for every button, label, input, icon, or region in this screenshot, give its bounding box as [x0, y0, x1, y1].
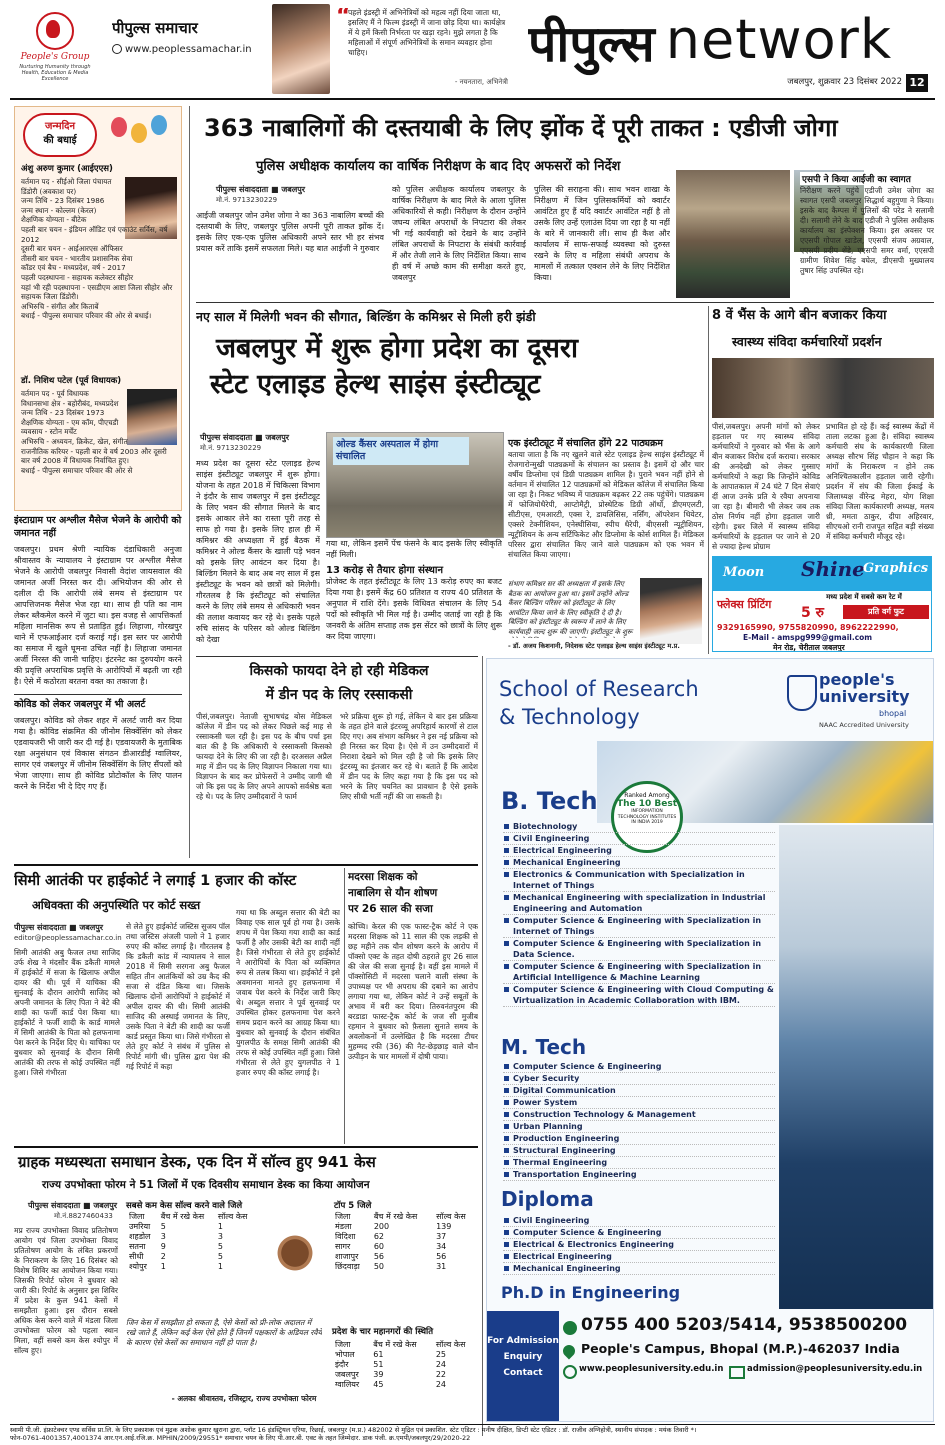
- story-institute-box-body: बताया जाता है कि नए खुलने वाले स्टेट एलाइड हेल्थ साइंस इंस्टीट्यूट में रोजगारोन्मुखी पाठ्यक्रमों के संचालन का प्रस्ताव है। इसमें दो और चार वर्षीय डिप्लोमा एवं डिग्री पाठ्यक्रम शामिल है। पुराने भवन नहीं होने से वर्तमान में संचालित 12 पाठ्यक्रमों को मेडिकल कॉलेज में संचालित किया जा रहा है। निकट भविष्य में पाठ्यक्रम बढ़कर 22 तक पहुंचेंगे। पाठ्यक्रम में फोजियोथैरेपी, आप्टोमैट्री, प्रोस्थेटिक डिग्री ऑर्थो, डीएमएलटी, सीटीएस, एमआरटी, एक्स रे, डायलिसिस, नर्सिंग, ऑपरेशन थियेटर, एक्सरे टेक्नीशियन, एनेस्थीसिया, स्पीच थैरेपी, बीएससी न्यूट्रीशियन, न्यूट्रीशियन के अन्य सर्टिफिकेट और डिप्लोमा के कोर्स शामिल हैं। मेडिकल परिसर द्वारा संचालित किए जाने वाले पाठ्यक्रम को एक भवन में संचालित किया जाएगा।: [508, 450, 704, 559]
- person1-detail: पहली बार चयन - इंडियन ऑडिट एवं एकाउंट सर्विस, वर्ष 2012: [21, 224, 168, 244]
- table-metro-cities: [332, 1340, 478, 1390]
- ad-brand-moon: Moon: [723, 565, 765, 580]
- table-top-districts: [332, 1212, 478, 1272]
- story-simi-byline: पीपुल्स संवाददाता ■ जबलपुर: [14, 923, 104, 932]
- story-instagram-body: जबलपुर। प्रथम श्रेणी न्यायिक दंडाधिकारी अनुजा श्रीवास्तव के न्यायालय ने इंस्टाग्राम पर अश्लील मैसेज भेजने के आरोपी जबलपुर निवासी वेदांश जायसवाल की जमानत अर्जी निरस्त कर दी। अभियोजन की ओर से दलील दी कि आरोपी लंबे समय से इंस्टाग्राम पर आपत्तिजनक मैसेज भेज रहा था। साथ ही पति का नाम लेकर ब्लैकमेल करने में जुटा था। इस वजह से आपत्तिकर्ता महिला मानसिक रूप से प्रताड़ित हुई। लिहाजा, गोरखपुर थाने में एफआईआर दर्ज कराई गई। इस स्तर पर आरोपी का समाज में खुले घूमना उचित नहीं है। लिहाजा जमानत अर्जी निरस्त की जानी चाहिए। इंटरनेट का दुरुपयोग करने की प्रवृत्ति अपराधिक प्रवृत्ति के आरोपियों में बढ़ती जा रही है। ऐसे में कठोरता बरतना वक्त का तकाजा है।: [14, 545, 182, 686]
- uni-badge-line2: The 10 Best: [616, 799, 678, 809]
- table-row: छिंदवाड़ा 50 31: [335, 1262, 447, 1271]
- person2-detail: वर्तमान पद - पूर्व विधायक: [21, 389, 89, 398]
- diploma-item: Electrical & Electronics Engineering: [503, 1239, 775, 1251]
- director-photo: [640, 578, 702, 644]
- group-name: People's Group: [20, 52, 90, 62]
- table-header-row: जिला बैंच में रखे केस सॉल्व केस: [335, 1212, 466, 1221]
- person2-detail: विधानसभा क्षेत्र - बहोरीबंद, मध्यप्रदेश: [21, 398, 119, 408]
- ad-phones: 9329165990, 9755820990, 8962222990,: [717, 623, 899, 632]
- story-institute-kicker: नए साल में मिलेगी भवन की सौगात, बिल्डिंग के कमिश्नर से मिली हरी झंडी: [196, 309, 536, 324]
- diploma-title: Diploma: [501, 1187, 594, 1211]
- story-teacher-headline-1: मदरसा शिक्षक को: [348, 871, 418, 883]
- actress-photo: [272, 4, 330, 94]
- story-institute-body: मध्य प्रदेश का दूसरा स्टेट एलाइड हेल्थ साइंस इंस्टीट्यूट जबलपुर में शुरू होगा। योजना के तहत 2018 में चिकित्सा विभाग ने इंदौर के साथ जबलपुर में इस इंस्टीट्यूट के लिए भवन की सौगात मिलने के बाद इसके आकार लेने का रास्ता पूरी तरह से साफ हो गया है। इसके लिए हाल ही में कमिश्नर की अध्यक्षता में हुई बैठक में कमिश्नर ने ओल्ड कैंसर के खाली पड़े भवन को इसके लिए आवंटन कर दिया है। बिल्डिंग मिलने के बाद अब नए साल में इस इंस्टीट्यूट के भवन को छात्रों को मिलेगी। गौरतलब है कि इंस्टीट्यूट को संचालित करने के लिए लंबे समय से अधिकारी भवन की तलाश कवायद कर रहे थे। इसके पहले रुचि सांसद के परिसर को ओल्ड बिल्डिंग को देखा: [196, 459, 320, 644]
- table-header-row: जिला बैंच में रखे केस सॉल्व केस: [129, 1212, 248, 1221]
- title-english: network: [665, 8, 893, 71]
- quote-box: [336, 8, 508, 96]
- birthday-header-line2: की बधाई: [43, 135, 77, 146]
- story-teacher-body: कोच्चि। केरल की एक फास्ट-ट्रैक कोर्ट ने एक मदरसा शिक्षक को 11 साल की एक लड़की से छह महीने तक यौन शोषण करने के आरोप में पॉक्सो एक्ट के तहत दोषी ठहराते हुए 26 साल की जेल की सजा सुनाई है। वहीं इस मामले में पॉक्सोसिटी में मदरसा चलाने वाली संस्था के उपाध्यक्ष पर भी अपराध की दबाने का आरोप लगाया गया था, लेकिन कोर्ट ने उन्हें सबूतों के अभाव में बरी कर दिया। तिरुवनंतपुरम की बरडाडा फास्ट-ट्रैक कोर्ट के जज सी मुजीब रहमान ने बुधवार को फ़ैसला सुनाते समय के अवलोकनों में उल्लेखित है कि मदरसा टीचर मुहम्मद रफी (36) की नैट-छेड़छाड़ वाले यौन उत्पीड़न के चार मामलों में दोषी पाया।: [348, 922, 478, 1061]
- btech-item: Electrical Engineering: [503, 845, 775, 857]
- person1-detail: जन्म स्थान - कोल्लम (केरल): [21, 205, 97, 215]
- story-dean-col1: पीसं,जबलपुर। नेताजी सुभाषचंद्र बोस मेडिकल कॉलेज में डीन पद को लेकर पिछले कई माह से रस्साकसी चल रही है। इस पद के बीच पर्चा इस बात की है कि अधिकारी ये रस्साकसी किसको फायदा देने के लिए की जा रही है। दरअसल अप्रैल माह में डीन पद के लिए विज्ञापन निकाला गया था। विज्ञापन के बाद कर प्रोफेसरों ने उम्मीद जागी थी जो कि इस पद के लिए अपने आपको सर्वश्रेष्ठ बता रहे थे। पद के लिए उम्मीदवारों ने फार्म: [196, 712, 332, 801]
- table2-title: टॉप 5 जिले: [334, 1201, 372, 1211]
- story-adg-sidebar-body: निरीक्षण करने पहुंचे एडीजी उमेश जोगा का स्वागत एसपी जबलपुर सिद्धार्थ बहुगुणा ने किया। इसके बाद कैम्पस में पुलिसों की परेड ने सलामी दी। सलामी लेने के बाद एडीजी ने पुलिस अधीक्षक कार्यालय का इंस्पेक्शन किया। इस अवसर पर एएसपी गोपाल खाडेल, एएसपी संजय अग्रवाल, एएसपी प्रदीप शेंडे, एएसपी समर वर्मा, एएसपी ग्रामीण शिवेश सिंह बघेल, डीएसपी मुख्यालय तुषार सिंह उपस्थित रहे।: [800, 186, 934, 275]
- birthday-header: [23, 113, 97, 157]
- quote-author: - नयनतारा, अभिनेत्री: [454, 78, 508, 86]
- person1-detail: शैक्षणिक योग्यता - बीटेक: [21, 215, 87, 225]
- story-covid: [14, 698, 182, 856]
- footer-line2: फोन-0761-4001357,4001374 आर.एन.आई.रजि.क्र. MPHIN/2009/29551* समाचार चयन के लिए पी.आर.बी. एक्ट के तहत जिम्मेदार. डाक पंजी. क्र.एमपी/जबलपुर/29/2020-22: [10, 1434, 471, 1442]
- ad-brand-shine: Shine: [801, 557, 865, 581]
- person1-detail: अभिरुचि - संगीत और किताबें: [21, 301, 99, 311]
- peoples-group-emblem: [36, 12, 74, 50]
- mtech-item: Structural Engineering: [503, 1145, 775, 1157]
- story-instagram: [14, 514, 182, 694]
- mtech-item: Power System: [503, 1097, 775, 1109]
- footer-line1: स्वामी पी.जी. इंफ्राटेक्चर एण्ड सर्विस प्रा.लि. के लिए प्रकाशक एवं मुद्रक अशोक कुमार खुराना द्वारा, प्लॉट 16 इंडस्ट्रियल एरिया, रिछाई, जबलपुर (म.प्र.) 482002 से मुद्रित एवं प्रकाशित. स्टेट एडिटर : मनीष दीक्षित, डिप्टी स्टेट एडिटर : डॉ. राजीव अग्निहोत्री, स्थानीय संपादक : मयंक तिवारी *।: [10, 1426, 697, 1434]
- balloons-icon: [105, 115, 175, 157]
- website-link[interactable]: www.peoplessamachar.in: [112, 44, 272, 55]
- person2-details: [21, 389, 177, 507]
- story-consumer-headline: ग्राहक मध्यस्थता समाधान डेस्क, एक दिन में सॉल्व हुए 941 केस: [18, 1153, 376, 1171]
- masthead: [0, 0, 945, 100]
- mtech-item: Construction Technology & Management: [503, 1109, 775, 1121]
- person2-detail: शैक्षणिक योग्यता - एम कॉम, पीएचडी: [21, 417, 119, 427]
- story-dean: [196, 658, 478, 858]
- story-adg-col3: पुलिस की सराहना की। साथ भवन शाखा के निरीक्षण में जिन पुलिसकर्मियों को क्वार्टर आवंटित हुए हैं यदि क्वार्टर आवंटित नहीं है तो उसके लिए उन्हें एलाउंस दिया जा रहा है या नहीं के बारे में जानकारी ली। साथ ही कैश और कार्यालय में साफ-सफाई व्यवस्था को दुरुस्त रखने के लिए व महिला संबंधी अपराध के मामलों में तत्काल एक्शन लेने के लिए निर्देशित किया।: [534, 185, 670, 282]
- story-protest-photo: [712, 358, 934, 418]
- story-institute-byline: पीपुल्स संवाददाता ■ जबलपुर: [200, 433, 290, 442]
- mail-icon: [729, 1366, 745, 1379]
- story-simi-col2: से लेते हुए हाईकोर्ट जस्टिस सुजय पॉल तथा जस्टिस अंजली पालो ने 1 हजार रुपए की कॉस्ट लगाई है। गौरतलब है कि डकैती कांड में न्यायालय ने साल 2018 में सिमी सरगना अबु फैजल सहित तीन आतंकियों को उम्र कैद की सजा से दंडित किया था। जिसके खिलाफ दोनों आरोपियों ने हाईकोर्ट में अपील दायर की थी। सिमी आतंकी साजिद की अस्थाई जमानत के लिए, उसके पिता ने बेटी की शादी का फर्जी कार्ड प्रस्तुत किया था। जिसे गंभीरता से लेते हुए कोर्ट ने संबंध में पुलिस से रिपोर्ट मांगी थी। पुलिस द्वारा पेश की गई रिपोर्ट में कहा: [126, 922, 230, 1071]
- mtech-item: Transportation Engineering: [503, 1169, 775, 1181]
- masthead-rule: [10, 98, 935, 100]
- ad-service: फ्लेक्स प्रिंटिंग: [717, 598, 772, 611]
- person1-details: [21, 177, 177, 372]
- table-row: उमरिया 5 1: [129, 1222, 223, 1231]
- btech-item: Computer Science & Engineering with Specialization in Artificial Intelligence & Machine Learning: [503, 961, 775, 984]
- story-simi: [14, 868, 340, 1144]
- table-row: मंडला 200 139: [335, 1222, 452, 1231]
- column-rule: [344, 868, 345, 1144]
- table-row: शाजापुर 56 56: [335, 1252, 447, 1261]
- story-teacher-headline-2: नाबालिग से यौन शोषण: [348, 887, 438, 899]
- web-icon: [563, 1365, 577, 1379]
- uni-address: People's Campus, Bhopal (M.P.)-462037 India: [581, 1341, 900, 1356]
- story-dean-headline-2: में डीन पद के लिए रस्साकसी: [265, 687, 413, 703]
- ad-brand-graphics: Graphics: [863, 561, 929, 576]
- uni-badge-line1: Ranked Among: [624, 792, 670, 799]
- story-institute-subbody: प्रोजेक्ट के तहत इंस्टीट्यूट के लिए 13 करोड़ रुपए का बजट दिया गया है। इसमें केंद्र 60 प्रतिशत व राज्य 40 प्रतिशत के अनुपात में राशि देंगे। इसके विधिवत संचालन के लिए 54 पदों को स्वीकृति भी मिल गई है। उम्मीद जताई जा रही है कि जनवरी के अंतिम सप्ताह तक इस सेंटर को छात्रों के लिए शुरू कर दिया जाएगा।: [326, 577, 502, 641]
- story-consumer-mobile: मो.नं.8827460433: [54, 1212, 113, 1220]
- story-adg-sidebar-headline: एसपी ने किया आईजी का स्वागत: [800, 172, 934, 185]
- location-icon: [561, 1343, 578, 1360]
- divider: [14, 694, 182, 695]
- diploma-list: [503, 1215, 775, 1275]
- ad-rate: 5 रु: [801, 605, 824, 621]
- table-row: जबलपुर 39 22: [335, 1370, 447, 1379]
- mtech-item: Production Engineering: [503, 1133, 775, 1145]
- table-row: श्योपुर 1 1: [129, 1262, 223, 1271]
- story-simi-col3: गया था कि अब्दुल सत्तार की बेटी का विवाह एक साल पूर्व हो गया है। उसके शपथ में पेश किया गया शादी का कार्ड फर्जी है और उसकी बेटी का शादी नहीं है। जिसे गंभीरता से लेते हुए हाईकोर्ट ने आरोपियों के पिता को व्यक्तिगत रूप से तलब किया था। हाईकोर्ट ने इसे अवमानना मानते हुए हलफनामा में जवाब पेश करने के निर्देश जारी किए थे। अब्दुल सत्तार ने पूर्व सुनवाई पर उपस्थित होकर हलफनामा पेश करने समय प्रदान करने का आग्रह किया था। बुधवार को सुनवाई के दौरान संबंधित युगलपीठ के समक्ष सिमी आतंकी की तरफ से कोई उपस्थित नहीं हुआ। जिसे गंभीरता से लेते हुए युगलपीठ ने 1 हजार रुपए की कॉस्ट लगाई है।: [236, 908, 340, 1077]
- footer: [10, 1426, 935, 1444]
- table1-title: सबसे कम केस सॉल्व करने वाले जिले: [126, 1201, 243, 1211]
- divider: [14, 864, 478, 866]
- person1-name: अंशु अरुण कुमार (आईएएस): [21, 164, 113, 174]
- birthday-header-line1: जन्मदिन: [44, 121, 76, 132]
- btech-item: Computer Science & Engineering with Specialization in Internet of Things: [503, 915, 775, 938]
- table-row: भोपाल 61 25: [335, 1350, 447, 1359]
- story-covid-headline: कोविड को लेकर जबलपुर में भी अलर्ट: [14, 699, 146, 710]
- story-adg-photo: [676, 170, 790, 298]
- story-simi-email[interactable]: editor@peoplessamachar.co.in: [14, 934, 122, 942]
- uni-email[interactable]: admission@peoplesuniversity.edu.in: [747, 1364, 923, 1374]
- mtech-item: Digital Communication: [503, 1085, 775, 1097]
- story-institute: [196, 306, 704, 654]
- person2-detail: बधाई - पीपुल्स समाचार परिवार की ओर से: [21, 465, 133, 475]
- footer-rule: [10, 1424, 935, 1425]
- page-number: 12: [906, 74, 928, 92]
- ad-address: मेन रोड, चेरीताल जबलपुर: [773, 643, 845, 652]
- table-row: शहडोल 3 3: [129, 1232, 223, 1241]
- story-institute-quote: संभाग कमिश्नर सर की अध्यक्षता में इसके लिए बैठक का आयोजन हुआ था। इसमें उन्होंने ओल्ड कैंसर बिल्डिंग परिसर को इंस्टीट्यूट के लिए आवंटित किया जाने के लिए स्वीकृति दे दी है। बिल्डिंग को इंस्टीट्यूट के स्वरूप में लाने के लिए कार्यवाही जल्द शुरू की जाएगी। इंस्टीट्यूट के शुरू: [508, 580, 633, 636]
- story-consumer-body: मप्र राज्य उपभोक्ता विवाद प्रतितोषण आयोग एवं जिला उपभोक्ता विवाद प्रतितोषण आयोग के लंबित प्रकरणों के निराकरण के लिए 16 दिसंबर को विशेष शिविर का आयोजन किया गया। जिसकी रिपोर्ट फोरम ने बुधवार को जारी की। रिपोर्ट के अनुसार इस शिविर में प्रदेश के कुल 941 केसों में समझौता हुआ। इस दौरान सबसे अधिक केस करने वाले में मंडला जिला उपभोक्ता फोरम को पहला स्थान मिला, वहीं सबसे कम केस श्योपुर में सॉल्व हुए।: [14, 1226, 118, 1355]
- story-adg-subheadline: पुलिस अधीक्षक कार्यालय का वार्षिक निरीक्षण के बाद दिए अफसरों को निर्देश: [256, 159, 621, 174]
- uni-crest-icon: [787, 675, 817, 711]
- network-title: [528, 8, 938, 78]
- person1-detail: वर्तमान पद - सीईओ जिला पंचायत डिंडोरी (अवकाश पर): [21, 177, 112, 196]
- person2-name: डॉ. निशिथ पटेल (पूर्व विधायक): [21, 376, 122, 386]
- ad-email: E-Mail - amspg999@gmail.com: [743, 633, 873, 642]
- story-simi-subheadline: अधिवक्ता की अनुपस्थिति पर कोर्ट सख्त: [32, 898, 201, 912]
- mtech-list: [503, 1061, 775, 1181]
- story-institute-headline-1: जबलपुर में शुरू होगा प्रदेश का दूसरा: [216, 333, 578, 364]
- story-adg-byline: पीपुल्स संवाददाता ■ जबलपुर: [216, 185, 306, 194]
- uni-logo: [787, 669, 933, 739]
- mtech-item: Computer Science & Engineering: [503, 1061, 775, 1073]
- story-adg: [196, 106, 934, 302]
- person1-detail: पहली पदस्थापना - सहायक कलेक्टर सीहोर: [21, 272, 134, 282]
- table-row: विदिशा 62 37: [335, 1232, 447, 1241]
- phd-title: Ph.D in Engineering: [501, 1283, 681, 1302]
- enquiry-label: For Admission Enquiry Contact: [487, 1311, 559, 1421]
- person2-detail: जन्म तिथि - 23 दिसंबर 1973: [21, 408, 105, 418]
- btech-item: Mechanical Engineering: [503, 857, 775, 869]
- story-protest: [712, 306, 934, 554]
- uni-school-line1: School of Research: [499, 677, 699, 701]
- diploma-item: Computer Science & Engineering: [503, 1227, 775, 1239]
- gavel-image: [264, 1220, 326, 1280]
- birthday-box: [14, 106, 182, 511]
- story-dean-headline-1: किसको फायदा देने हो रही मेडिकल: [249, 663, 429, 679]
- globe-icon: [112, 44, 122, 54]
- story-simi-col1: सिमी आतंकी अबु फैजल तथा साजिद उर्फ शेख ने मंदसौर बैंक डकैती मामले में हाईकोर्ट में सजा के खिलाफ अपील दायर की थी। पूर्व में याचिका की सुनवाई के दौरान आरोपी साजिद को अपनी जमानत के लिए पिता ने बेटे की शादी का फर्जी कार्ड पेश किया था। हाईकोर्ट ने फर्जी शादी के कार्ड मामले में सिमी आतंकी के पिता को हलफनामा पेश करने के निर्देश दिए थे। याचिका पर बुधवार को सुनवाई के दौरान सिमी आतंकी की तरफ से कोई उपस्थित नहीं हुआ। जिसे गंभीरता: [14, 948, 120, 1077]
- ad-university[interactable]: [486, 658, 934, 1422]
- diploma-item: Civil Engineering: [503, 1215, 775, 1227]
- ad-rate-unit: प्रति वर्ग फुट: [843, 605, 929, 619]
- quote-mark-icon: “: [336, 8, 351, 29]
- story-institute-subheadline: 13 करोड़ से तैयार होगा संस्थान: [326, 565, 444, 576]
- uni-phone[interactable]: 0755 400 5203/5414, 9538500200: [581, 1315, 908, 1335]
- table-header-row: जिला बैंच में रखे केस सॉल्व केस: [335, 1340, 466, 1349]
- mtech-item: Cyber Security: [503, 1073, 775, 1085]
- consumer-quote-author: - अलका श्रीवास्तव, रजिस्ट्रार, राज्य उपभोक्ता फोरम: [171, 1394, 317, 1403]
- story-adg-col1: आईजी जबलपुर जोन उमेश जोगा ने का 363 नाबालिग बच्चों की दस्तयाबी के लिए, जबलपुर पुलिस अपनी पूरी ताकत झोंक दें। इसके लिए एक-एक पुलिस अधिकारी अपने स्तर भी हर संभव प्रयास करें ताकि इसमें सफलता मिले। यह बात आईजी ने गुरुवार: [196, 211, 384, 253]
- divider: [196, 656, 478, 657]
- person1-detail: दूसरी बार चयन - आईआरएस ऑफिसर: [21, 244, 123, 254]
- person1-detail: जन्म तिथि - 23 दिसंबर 1986: [21, 196, 105, 206]
- story-teacher-headline-3: पर 26 साल की सजा: [348, 903, 433, 915]
- peoples-group-logo: [10, 12, 100, 92]
- story-adg-headline: 363 नाबालिगों की दस्तयाबी के लिए झोंक दें पूरी ताकत : एडीजी जोगा: [204, 114, 838, 142]
- diploma-item: Mechanical Engineering: [503, 1263, 775, 1275]
- person2-detail: अभिरुचि - अध्ययन, क्रिकेट, खेल, संगीत: [21, 436, 128, 446]
- mtech-title: M. Tech: [501, 1035, 587, 1059]
- btech-item: Electronics & Communication with Specialization in Internet of Things: [503, 869, 775, 892]
- btech-item: Mechanical Engineering with specialization in Industrial Engineering and Automation: [503, 892, 775, 915]
- uni-web[interactable]: www.peoplesuniversity.edu.in: [579, 1364, 724, 1374]
- ad-moon-shine[interactable]: [712, 556, 932, 652]
- title-hindi: पीपुल्स: [528, 15, 655, 73]
- story-institute-box-headline: एक इंस्टीट्यूट में संचालित होंगे 22 पाठ्यक्रम: [508, 438, 663, 449]
- btech-item: Computer Science & Engineering with Cloud Computing & Virtualization in Academic Collaboration with IBM.: [503, 984, 775, 1007]
- phone-icon: [563, 1321, 577, 1335]
- person2-detail: राजनीतिक करियर - पहली बार वे वर्ष 2003 और दूसरी बार वर्ष 2008 में विधायक निर्वाचित हुए।: [21, 446, 167, 466]
- person2-detail: व्यवसाय - स्टोन मर्चेंट: [21, 427, 77, 437]
- btech-item: Computer Science & Engineering with Specialization in Data Science.: [503, 938, 775, 961]
- story-instagram-headline: इंस्टाग्राम पर अश्लील मैसेज भेजने के आरोपी को जमानत नहीं: [14, 515, 182, 539]
- table-row: इंदौर 51 24: [335, 1360, 447, 1369]
- dateline: जबलपुर, शुक्रवार 23 दिसंबर 2022: [787, 77, 902, 87]
- uni-side-image: [779, 825, 934, 1309]
- table-lowest-districts: [126, 1212, 256, 1272]
- paper-name: पीपुल्स समाचार: [112, 19, 198, 37]
- person1-detail: यहां भी रही पदस्थापना - एसडीएम आष्टा जिला सीहोर और सहायक जिला डिंडोरी।: [21, 282, 173, 302]
- ad-tagline: मध्य प्रदेश में सबसे कम रेट में: [826, 593, 902, 601]
- btech-title: B. Tech: [501, 787, 598, 815]
- table-row: सतना 9 5: [129, 1242, 223, 1251]
- diploma-item: Electrical Engineering: [503, 1251, 775, 1263]
- ad-moon-shine-banner: [713, 557, 932, 591]
- btech-item: Biotechnology: [503, 821, 775, 833]
- uni-accred: NAAC Accredited University: [819, 721, 909, 729]
- story-consumer: [14, 1150, 480, 1432]
- story-protest-headline-2: स्वास्थ्य संविदा कर्मचारियों प्रदर्शन: [732, 334, 882, 349]
- story-institute-headline-2: स्टेट एलाइड हेल्थ साइंस इंस्टीट्यूट: [210, 369, 541, 400]
- story-consumer-byline: पीपुल्स संवाददाता ■ जबलपुर: [28, 1201, 118, 1210]
- story-institute-photo-caption: गया था, लेकिन इसमें पेंच फंसने के बाद इसके लिए स्वीकृति नहीं मिली।: [326, 539, 502, 559]
- person1-detail: तीसरी बार चयन - भारतीय प्रशासनिक सेवा: [21, 253, 133, 263]
- story-protest-col1: पीसं,जबलपुर। अपनी मांगों को लेकर हड़ताल पर गए स्वास्थ्य संविदा कर्मचारियों ने गुरुवार को भैंस के आगे बीन बजाकर विरोध दर्ज कराया। सरकार की अनदेखी को लेकर गुस्साए कर्मचारियों ने कहा कि जिन्होंने कोविड के आपातकाल में 24 घंटे 7 दिन सेवाएं दीं आज उनके प्रति ये रवैया अपनाया जा रहा है। बीमारी भी लेकर जब तक ठोस निर्णय नहीं होगा हड़ताल जारी रहेगी। इधर जिले में स्वास्थ्य संविदा कर्मचारियों के हड़ताल पर जाने से 20 से ज्यादा हेल्थ प्रोग्राम: [712, 422, 820, 551]
- divider: [14, 1146, 478, 1148]
- column-rule: [708, 306, 709, 654]
- quote-text: पहले इंडस्ट्री में अभिनेत्रियों को महत्व नहीं दिया जाता था, इसलिए मैं ने फिल्म इंडस्ट्री में जाना छोड़ दिया था। कार्यक्षेत्र में ये हमें किसी निर्भरता पर खड़ा रहने। मुझे लगता है कि महिलाओं में संपूर्ण अभिनेत्रियों के समान व्यवहार होना चाहिए।: [348, 8, 506, 57]
- story-institute-mobile: मो.नं. 9713230229: [200, 444, 262, 452]
- photo-tag: ओल्ड कैंसर अस्पताल में होगा संचालित: [333, 437, 469, 465]
- story-covid-body: जबलपुर। कोविड को लेकर शहर में अलर्ट जारी कर दिया गया है। कोविड संक्रमित की जीनोम सिक्वेंसिंग को लेकर एडवायजरी भी जारी कर दी गई है। एडवायजरी के मुताबिक रक्षा अनुसंधान एवं विकास संगठन डीआरडीई ग्वालियर, सागर एवं जबलपुर में जीनोम सिक्वेंसिंग के लिए सैंपलों को भेजा जाएगा। साथ ही कोविड प्रोटोकॉल के लिए पालन करने के निर्देश भी दे दिए गए हैं।: [14, 716, 182, 791]
- group-tagline: Nurturing Humanity through Health, Education & Media Excellence: [19, 64, 91, 82]
- btech-item: Civil Engineering: [503, 833, 775, 845]
- table3-title: प्रदेश के चार महानगरों की स्थिति: [332, 1327, 434, 1337]
- story-institute-photo: [326, 432, 504, 538]
- person1-detail: कॉडर एवं बैच - मध्यप्रदेश, वर्ष - 2017: [21, 263, 126, 273]
- story-consumer-subheadline: राज्य उपभोक्ता फोरम ने 51 जिलों में एक दिवसीय समाधान डेस्क का किया आयोजन: [42, 1179, 370, 1191]
- consumer-quote: जिन केस में समझौता हो सकता है, ऐसे केसों को प्री-लोक अदालत में रखे जाते हैं, लेकिन कई केस ऐसे होते हैं जिनमें पक्षकारों के अडियल रवैये के कारण ऐसे केसों का समाधान नहीं हो पाता है।: [126, 1318, 322, 1347]
- story-protest-col2: प्रभावित हो रहे हैं। कई स्वास्थ्य केंद्रों में ताला लटका हुआ है। संविदा स्वास्थ्य कर्मचारी संघ के कार्यकारणी जिला अध्यक्ष सौरभ सिंह चौहान ने कहा कि मांगों के निराकरण न होने तक अनिश्चितकालीन हड़ताल जारी रहेगी। प्रदर्शन में संघ की जिला ईकाई के जिलाध्यक्ष वीरेन्द्र मेहरा, योग शिक्षा संविदा जिला कार्यकारणी अध्यक्ष, मलय थ्री, ममता ठाकुर, दीपा अहिरवार, सीएचओ रानी राजपूत सहित बड़ी संख्या में संविदा कर्मचारी मौजूद रहे।: [826, 422, 934, 541]
- story-dean-col2: भरे प्रक्रिया शुरू हो गई, लेकिन ये बार इस प्रक्रिया के तहत होने वाले इंटरव्यू अपरिहार्य कारणों से टाल दिए गए। अब संभाग कमिश्नर ने इस नई प्रक्रिया को ही निरस्त कर दिया है। ऐसे में उन उम्मीदवारों में निराशा देखने को मिल रही है जो कि इसके लिए इंटरव्यू का इंतजार कर रहे थे। बताते हैं कि आदेश में डीन पद के लिए कहा गया है कि इस पद को भरने के लिए चयनित का प्रावधान है ऐसे इसके लिए सीधी भर्ती नहीं की जा सकती है।: [340, 712, 478, 801]
- btech-list: [503, 821, 775, 1007]
- story-protest-headline-1: 8 वें भैंस के आगे बीन बजाकर किया: [712, 308, 887, 323]
- uni-school-line2: & Technology: [499, 705, 640, 729]
- column-rule: [482, 656, 483, 1436]
- uni-name: people's university: [819, 670, 910, 706]
- table-row: सीधी 2 5: [129, 1252, 223, 1261]
- story-adg-col2: को पुलिस अधीक्षक कार्यालय जबलपुर के वार्षिक निरीक्षण के बाद मिले के आला पुलिस अधिकारियों से कही। निरीक्षण के दौरान उन्होंने जघन्य लंबित अपराधों के निपटारा की लेकर भी गई कार्यवाही को देखने के बाद उन्होंने लंबित अपराधों के निपटारा के संबंधी कार्रवाई में और तेजी लाने के लिए निर्देशित किया। साथ ही वर्ष में अच्छे काम की समीक्षा करते हुए, जबलपुर: [392, 185, 526, 282]
- person1-detail: बधाई - पीपुल्स समाचार परिवार की ओर से बधाई।: [21, 311, 152, 321]
- story-simi-headline: सिमी आतंकी पर हाईकोर्ट ने लगाई 1 हजार की कॉस्ट: [14, 873, 297, 889]
- paper-name-block: [112, 18, 272, 78]
- mtech-item: Urban Planning: [503, 1121, 775, 1133]
- column-rule: [189, 106, 190, 858]
- uni-city: bhopal: [879, 709, 907, 718]
- table-row: ग्वालियर 45 24: [335, 1380, 447, 1389]
- table-row: सागर 60 34: [335, 1242, 447, 1251]
- story-teacher: [348, 868, 478, 1144]
- mtech-item: Thermal Engineering: [503, 1157, 775, 1169]
- story-institute-quote-author: - डॉ. अजय किशनानी, निदेशक स्टेट एलाइड हेल्थ साइंस इंस्टीट्यूट म.प्र.: [508, 642, 680, 650]
- divider: [196, 302, 934, 303]
- story-adg-mobile: मो.नं. 9713230229: [216, 196, 278, 204]
- uni-badge-line3: INFORMATION TECHNOLOGY INSTITUTES IN INDIA 2019: [617, 809, 677, 825]
